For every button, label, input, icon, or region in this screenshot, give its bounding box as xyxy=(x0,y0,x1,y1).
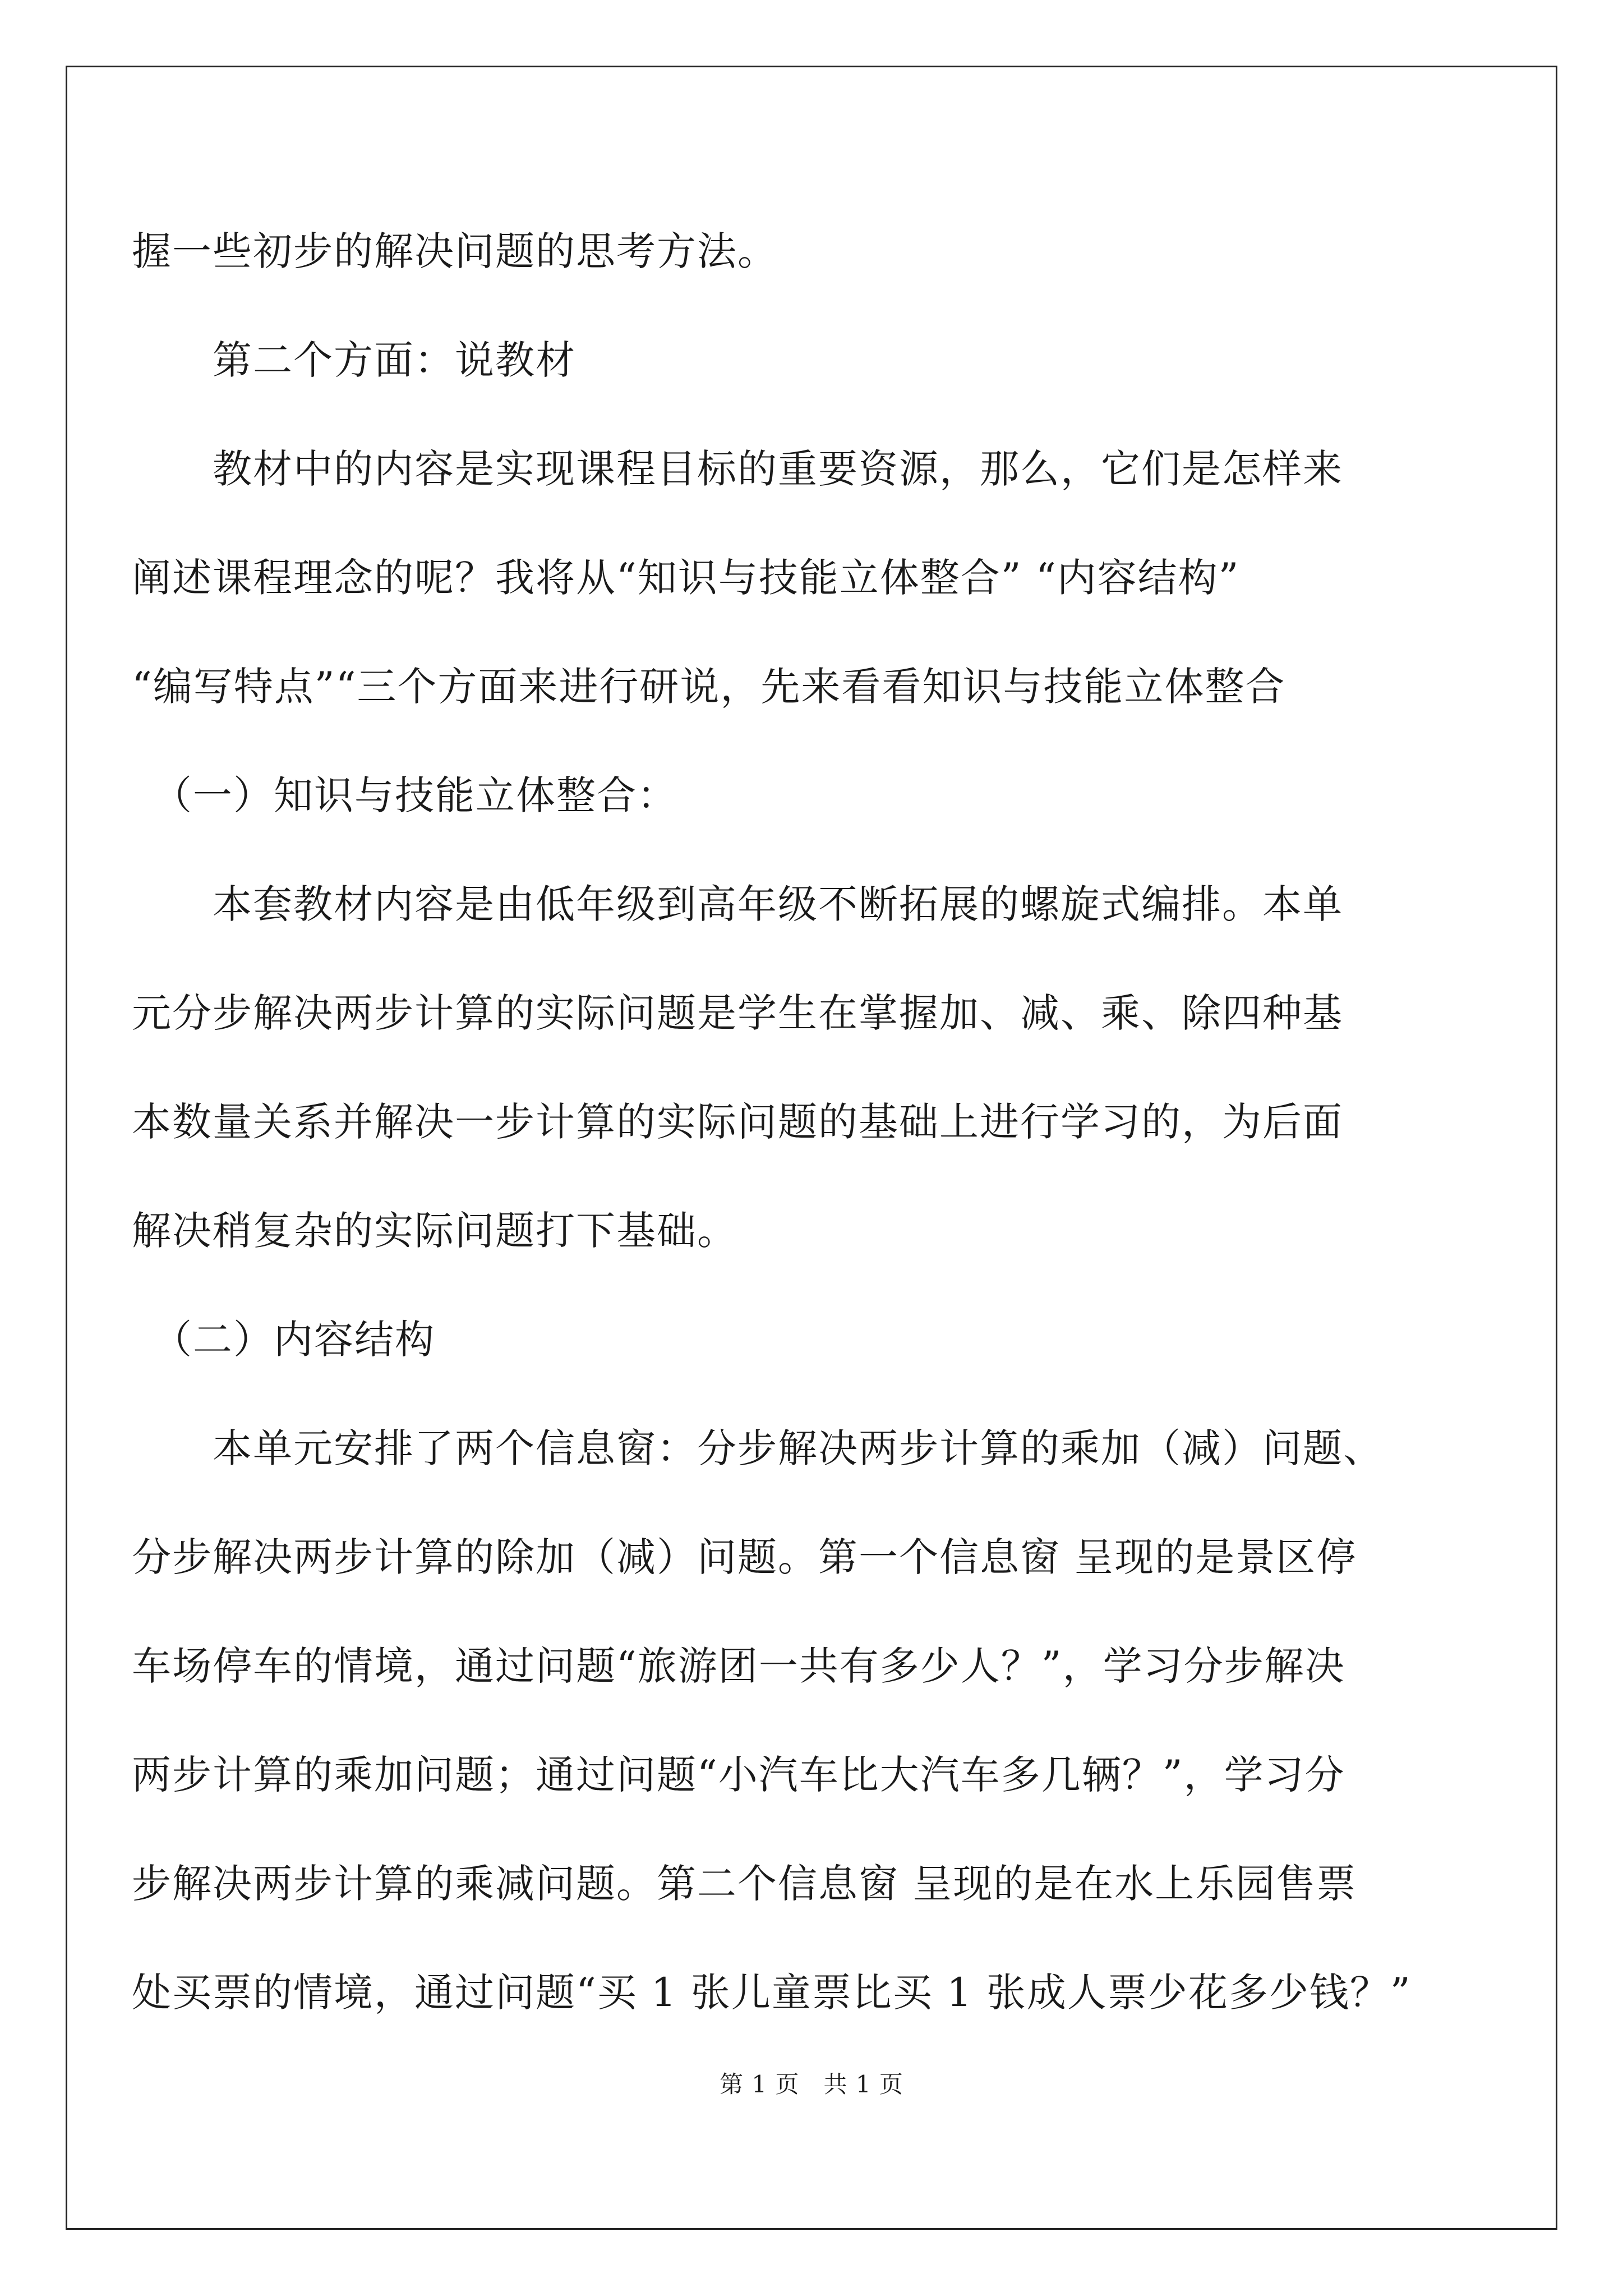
section-heading: （二）内容结构 xyxy=(132,1317,435,1363)
text-line: 握一些初步的解决问题的思考方法。 xyxy=(132,228,778,274)
text-line: 步解决两步计算的乘减问题。第二个信息窗 呈现的是在水上乐园售票 xyxy=(132,1861,1357,1907)
text-line: 车场停车的情境，通过问题“旅游团一共有多少人？”，学习分步解决 xyxy=(132,1643,1345,1689)
text-line: 元分步解决两步计算的实际问题是学生在掌握加、减、乘、除四种基 xyxy=(132,990,1343,1036)
document-body xyxy=(132,0,1422,2296)
text-line: 两步计算的乘加问题；通过问题“小汽车比大汽车多几辆？”，学习分 xyxy=(132,1752,1345,1798)
text-line: 第二个方面：说教材 xyxy=(132,337,576,383)
text-line: 教材中的内容是实现课程目标的重要资源，那么，它们是怎样来 xyxy=(132,446,1343,492)
text-line: 分步解决两步计算的除加（减）问题。第一个信息窗 呈现的是景区停 xyxy=(132,1534,1357,1580)
text-line: 本套教材内容是由低年级到高年级不断拓展的螺旋式编排。本单 xyxy=(132,881,1343,927)
text-line: “编写特点”“三个方面来进行研说，先来看看知识与技能立体整合 xyxy=(132,664,1286,710)
text-line: 阐述课程理念的呢？我将从“知识与技能立体整合” “内容结构” xyxy=(132,555,1240,601)
text-line: 解决稍复杂的实际问题打下基础。 xyxy=(132,1208,737,1254)
text-line: 处买票的情境，通过问题“买 1 张儿童票比买 1 张成人票少花多少钱？” xyxy=(132,1970,1412,2016)
text-line: 本单元安排了两个信息窗：分步解决两步计算的乘加（减）问题、 xyxy=(132,1425,1384,1471)
section-heading: （一）知识与技能立体整合： xyxy=(132,772,677,818)
page-footer: 第 1 页 共 1 页 xyxy=(720,2070,903,2098)
text-line: 本数量关系并解决一步计算的实际问题的基础上进行学习的，为后面 xyxy=(132,1099,1343,1145)
